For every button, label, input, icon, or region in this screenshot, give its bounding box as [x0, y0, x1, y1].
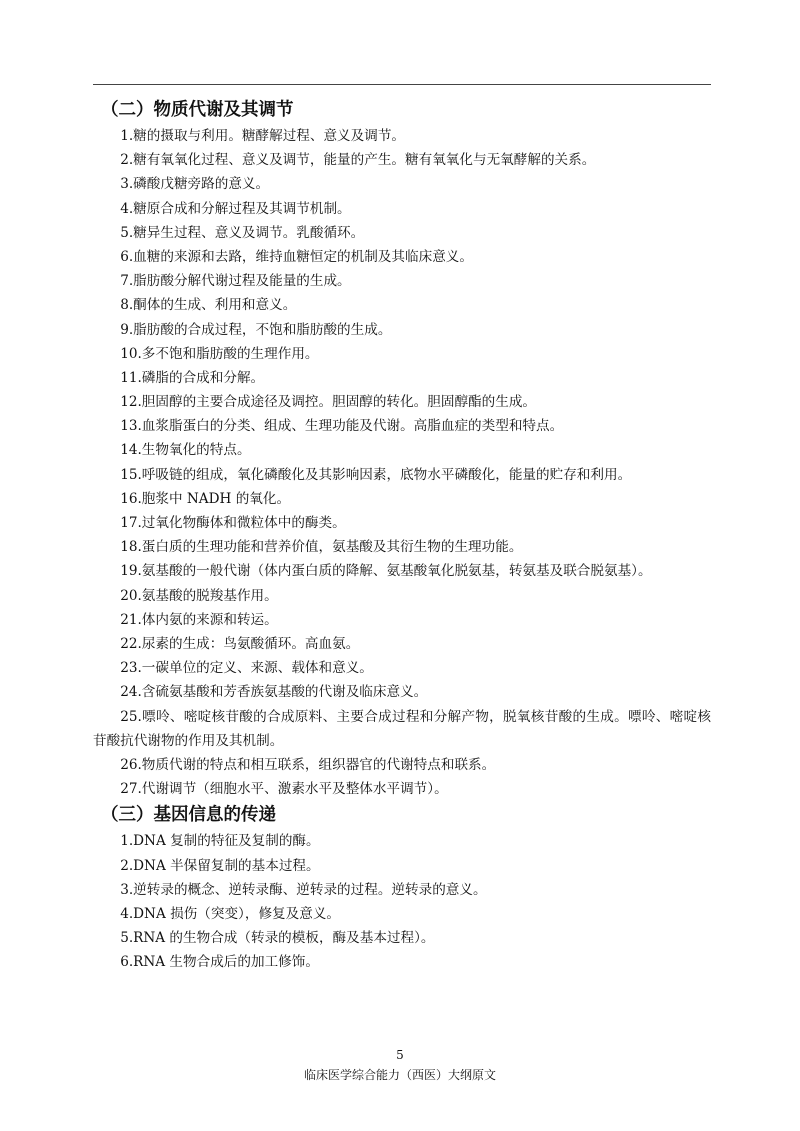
list-item: 11.磷脂的合成和分解。 — [120, 369, 265, 386]
list-item: 1.糖的摄取与利用。糖酵解过程、意义及调节。 — [120, 128, 406, 144]
list-item: 10.多不饱和脂肪酸的生理作用。 — [120, 345, 319, 362]
list-item: 6.血糖的来源和去路，维持血糖恒定的机制及其临床意义。 — [120, 248, 473, 265]
list-item: 14.生物氧化的特点。 — [120, 442, 251, 459]
list-item: 27.代谢调节（细胞水平、激素水平及整体水平调节）。 — [120, 781, 448, 798]
list-item: 12.胆固醇的主要合成途径及调控。胆固醇的转化。胆固醇酯的生成。 — [120, 394, 537, 411]
list-item: 3.逆转录的概念、逆转录酶、逆转录的过程。逆转录的意义。 — [120, 881, 487, 898]
list-item: 8.酮体的生成、利用和意义。 — [120, 297, 297, 314]
list-item: 21.体内氨的来源和转运。 — [120, 611, 278, 628]
list-item: 13.血浆脂蛋白的分类、组成、生理功能及代谢。高脂血症的类型和特点。 — [120, 418, 564, 435]
list-item: 15.呼吸链的组成，氧化磷酸化及其影响因素，底物水平磷酸化，能量的贮存和利用。 — [120, 466, 632, 483]
list-item: 16.胞浆中 NADH 的氧化。 — [120, 490, 291, 507]
header-rule — [93, 84, 711, 85]
list-item: 3.磷酸戊糖旁路的意义。 — [120, 176, 270, 193]
list-item: 19.氨基酸的一般代谢（体内蛋白质的降解、氨基酸氧化脱氨基，转氨基及联合脱氨基）。 — [120, 563, 652, 580]
list-item: 1.DNA 复制的特征及复制的酶。 — [120, 833, 320, 850]
list-item: 17.过氧化物酶体和微粒体中的酶类。 — [120, 515, 346, 532]
list-item: 26.物质代谢的特点和相互联系，组织器官的代谢特点和联系。 — [120, 756, 496, 773]
section-heading-gene-info: （三）基因信息的传递 — [101, 805, 276, 826]
list-item: 4.DNA 损伤（突变），修复及意义。 — [120, 905, 341, 922]
list-item: 18.蛋白质的生理功能和营养价值，氨基酸及其衍生物的生理功能。 — [120, 539, 523, 556]
list-item: 5.糖异生过程、意义及调节。乳酸循环。 — [120, 224, 365, 241]
list-item: 20.氨基酸的脱羧基作用。 — [120, 587, 278, 604]
list-item: 2.DNA 半保留复制的基本过程。 — [120, 857, 320, 874]
list-item: 7.脂肪酸分解代谢过程及能量的生成。 — [120, 273, 351, 290]
list-item: 2.糖有氧氧化过程、意义及调节，能量的产生。糖有氧氧化与无氧酵解的关系。 — [120, 152, 596, 169]
footer-title: 临床医学综合能力（西医）大纲原文 — [303, 1068, 496, 1082]
list-item: 6.RNA 生物合成后的加工修饰。 — [120, 954, 319, 971]
list-item: 4.糖原合成和分解过程及其调节机制。 — [120, 200, 351, 217]
list-item: 5.RNA 的生物合成（转录的模板，酶及基本过程）。 — [120, 930, 435, 947]
list-item: 9.脂肪酸的合成过程，不饱和脂肪酸的生成。 — [120, 321, 392, 338]
list-item: 24.含硫氨基酸和芳香族氨基酸的代谢及临床意义。 — [120, 684, 428, 701]
list-item: 25.嘌呤、嘧啶核苷酸的合成原料、主要合成过程和分解产物，脱氧核苷酸的生成。嘌呤、嘧啶核苷酸抗代谢物的作用及其机制。 — [93, 708, 711, 749]
list-item: 23.一碳单位的定义、来源、载体和意义。 — [120, 660, 373, 677]
list-item: 22.尿素的生成：鸟氨酸循环。高血氨。 — [120, 635, 360, 652]
section-heading-metabolism: （二）物质代谢及其调节 — [101, 100, 294, 120]
document-body — [93, 96, 711, 974]
page-number: 5 — [396, 1048, 404, 1062]
